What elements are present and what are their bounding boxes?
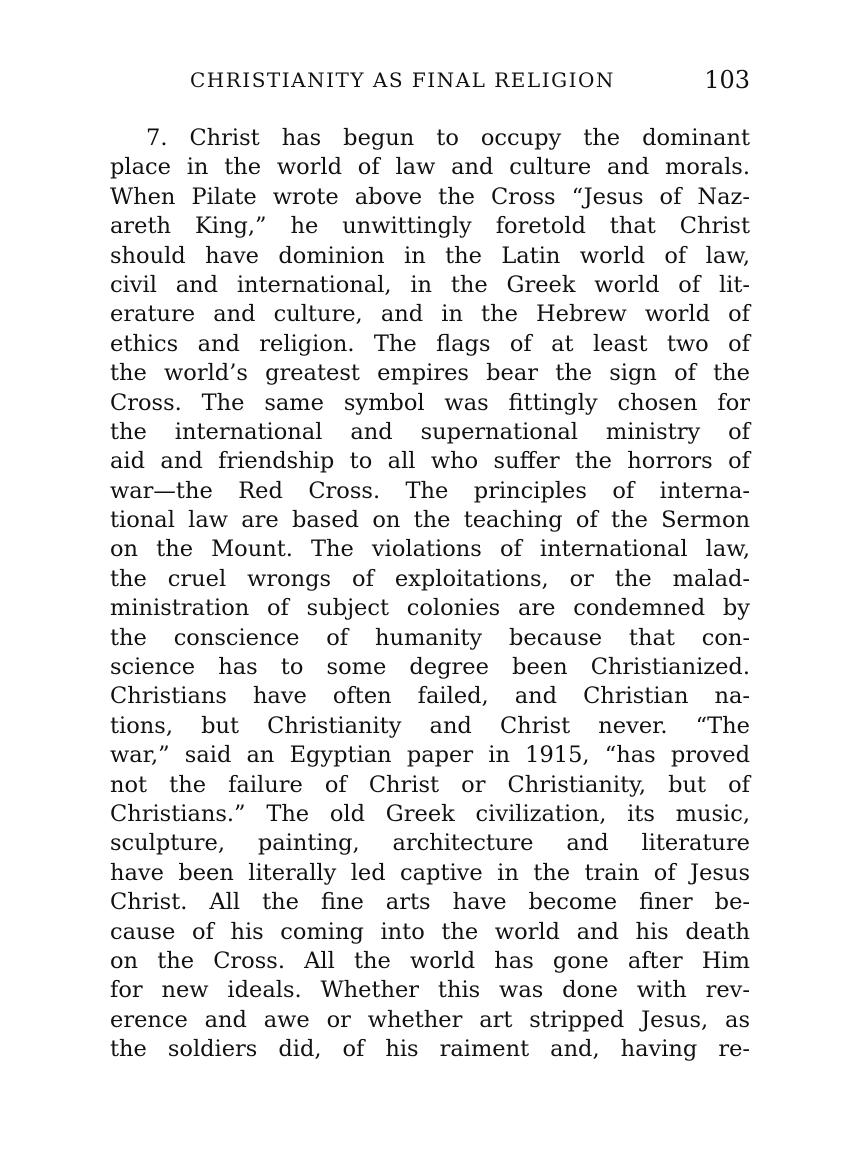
text-line: war,” said an Egyptian paper in 1915, “has proved — [110, 742, 750, 769]
text-line: the cruel wrongs of exploitations, or the malad- — [110, 565, 750, 592]
text-line: war—the Red Cross. The principles of interna- — [110, 477, 750, 504]
running-title: CHRISTIANITY AS FINAL RELIGION — [190, 68, 615, 92]
text-line: science has to some degree been Christianized. — [110, 654, 750, 681]
page-number: 103 — [704, 66, 750, 94]
running-head — [110, 66, 750, 100]
text-line: the conscience of humanity because that con- — [110, 624, 750, 651]
text-line: for new ideals. Whether this was done with rev- — [110, 977, 750, 1004]
text-line: not the failure of Christ or Christianity, but of — [110, 771, 750, 798]
text-line: have been literally led captive in the train of Jesus — [110, 859, 750, 886]
text-line: Christians.” The old Greek civilization, its music, — [110, 800, 750, 827]
text-line: sculpture, painting, architecture and literature — [110, 830, 750, 857]
text-line: areth King,” he unwittingly foretold that Christ — [110, 213, 750, 240]
text-line: erature and culture, and in the Hebrew world of — [110, 301, 750, 328]
text-line: the world’s greatest empires bear the sign of the — [110, 360, 750, 387]
text-line: erence and awe or whether art stripped Jesus, as — [110, 1006, 750, 1033]
text-line: tional law are based on the teaching of the Sermon — [110, 507, 750, 534]
text-line: ethics and religion. The flags of at least two of — [110, 330, 750, 357]
text-line: civil and international, in the Greek world of lit- — [110, 271, 750, 298]
text-line: on the Mount. The violations of international law, — [110, 536, 750, 563]
text-line: ministration of subject colonies are condemned by — [110, 595, 750, 622]
text-line: cause of his coming into the world and his death — [110, 918, 750, 945]
text-line: Christ. All the fine arts have become finer be- — [110, 889, 750, 916]
text-line: aid and friendship to all who suffer the horrors of — [110, 448, 750, 475]
text-line: on the Cross. All the world has gone after Him — [110, 947, 750, 974]
text-line: the soldiers did, of his raiment and, having re- — [110, 1036, 750, 1063]
text-line: When Pilate wrote above the Cross “Jesus of Naz- — [110, 183, 750, 210]
text-line: the international and supernational ministry of — [110, 418, 750, 445]
text-line: Cross. The same symbol was fittingly chosen for — [110, 389, 750, 416]
text-line: should have dominion in the Latin world of law, — [110, 242, 750, 269]
text-line: place in the world of law and culture and morals. — [110, 154, 750, 181]
text-line: tions, but Christianity and Christ never. “The — [110, 712, 750, 739]
body-paragraph — [110, 124, 750, 1065]
text-line: Christians have often failed, and Christian na- — [110, 683, 750, 710]
text-line: 7. Christ has begun to occupy the dominant — [146, 125, 750, 151]
